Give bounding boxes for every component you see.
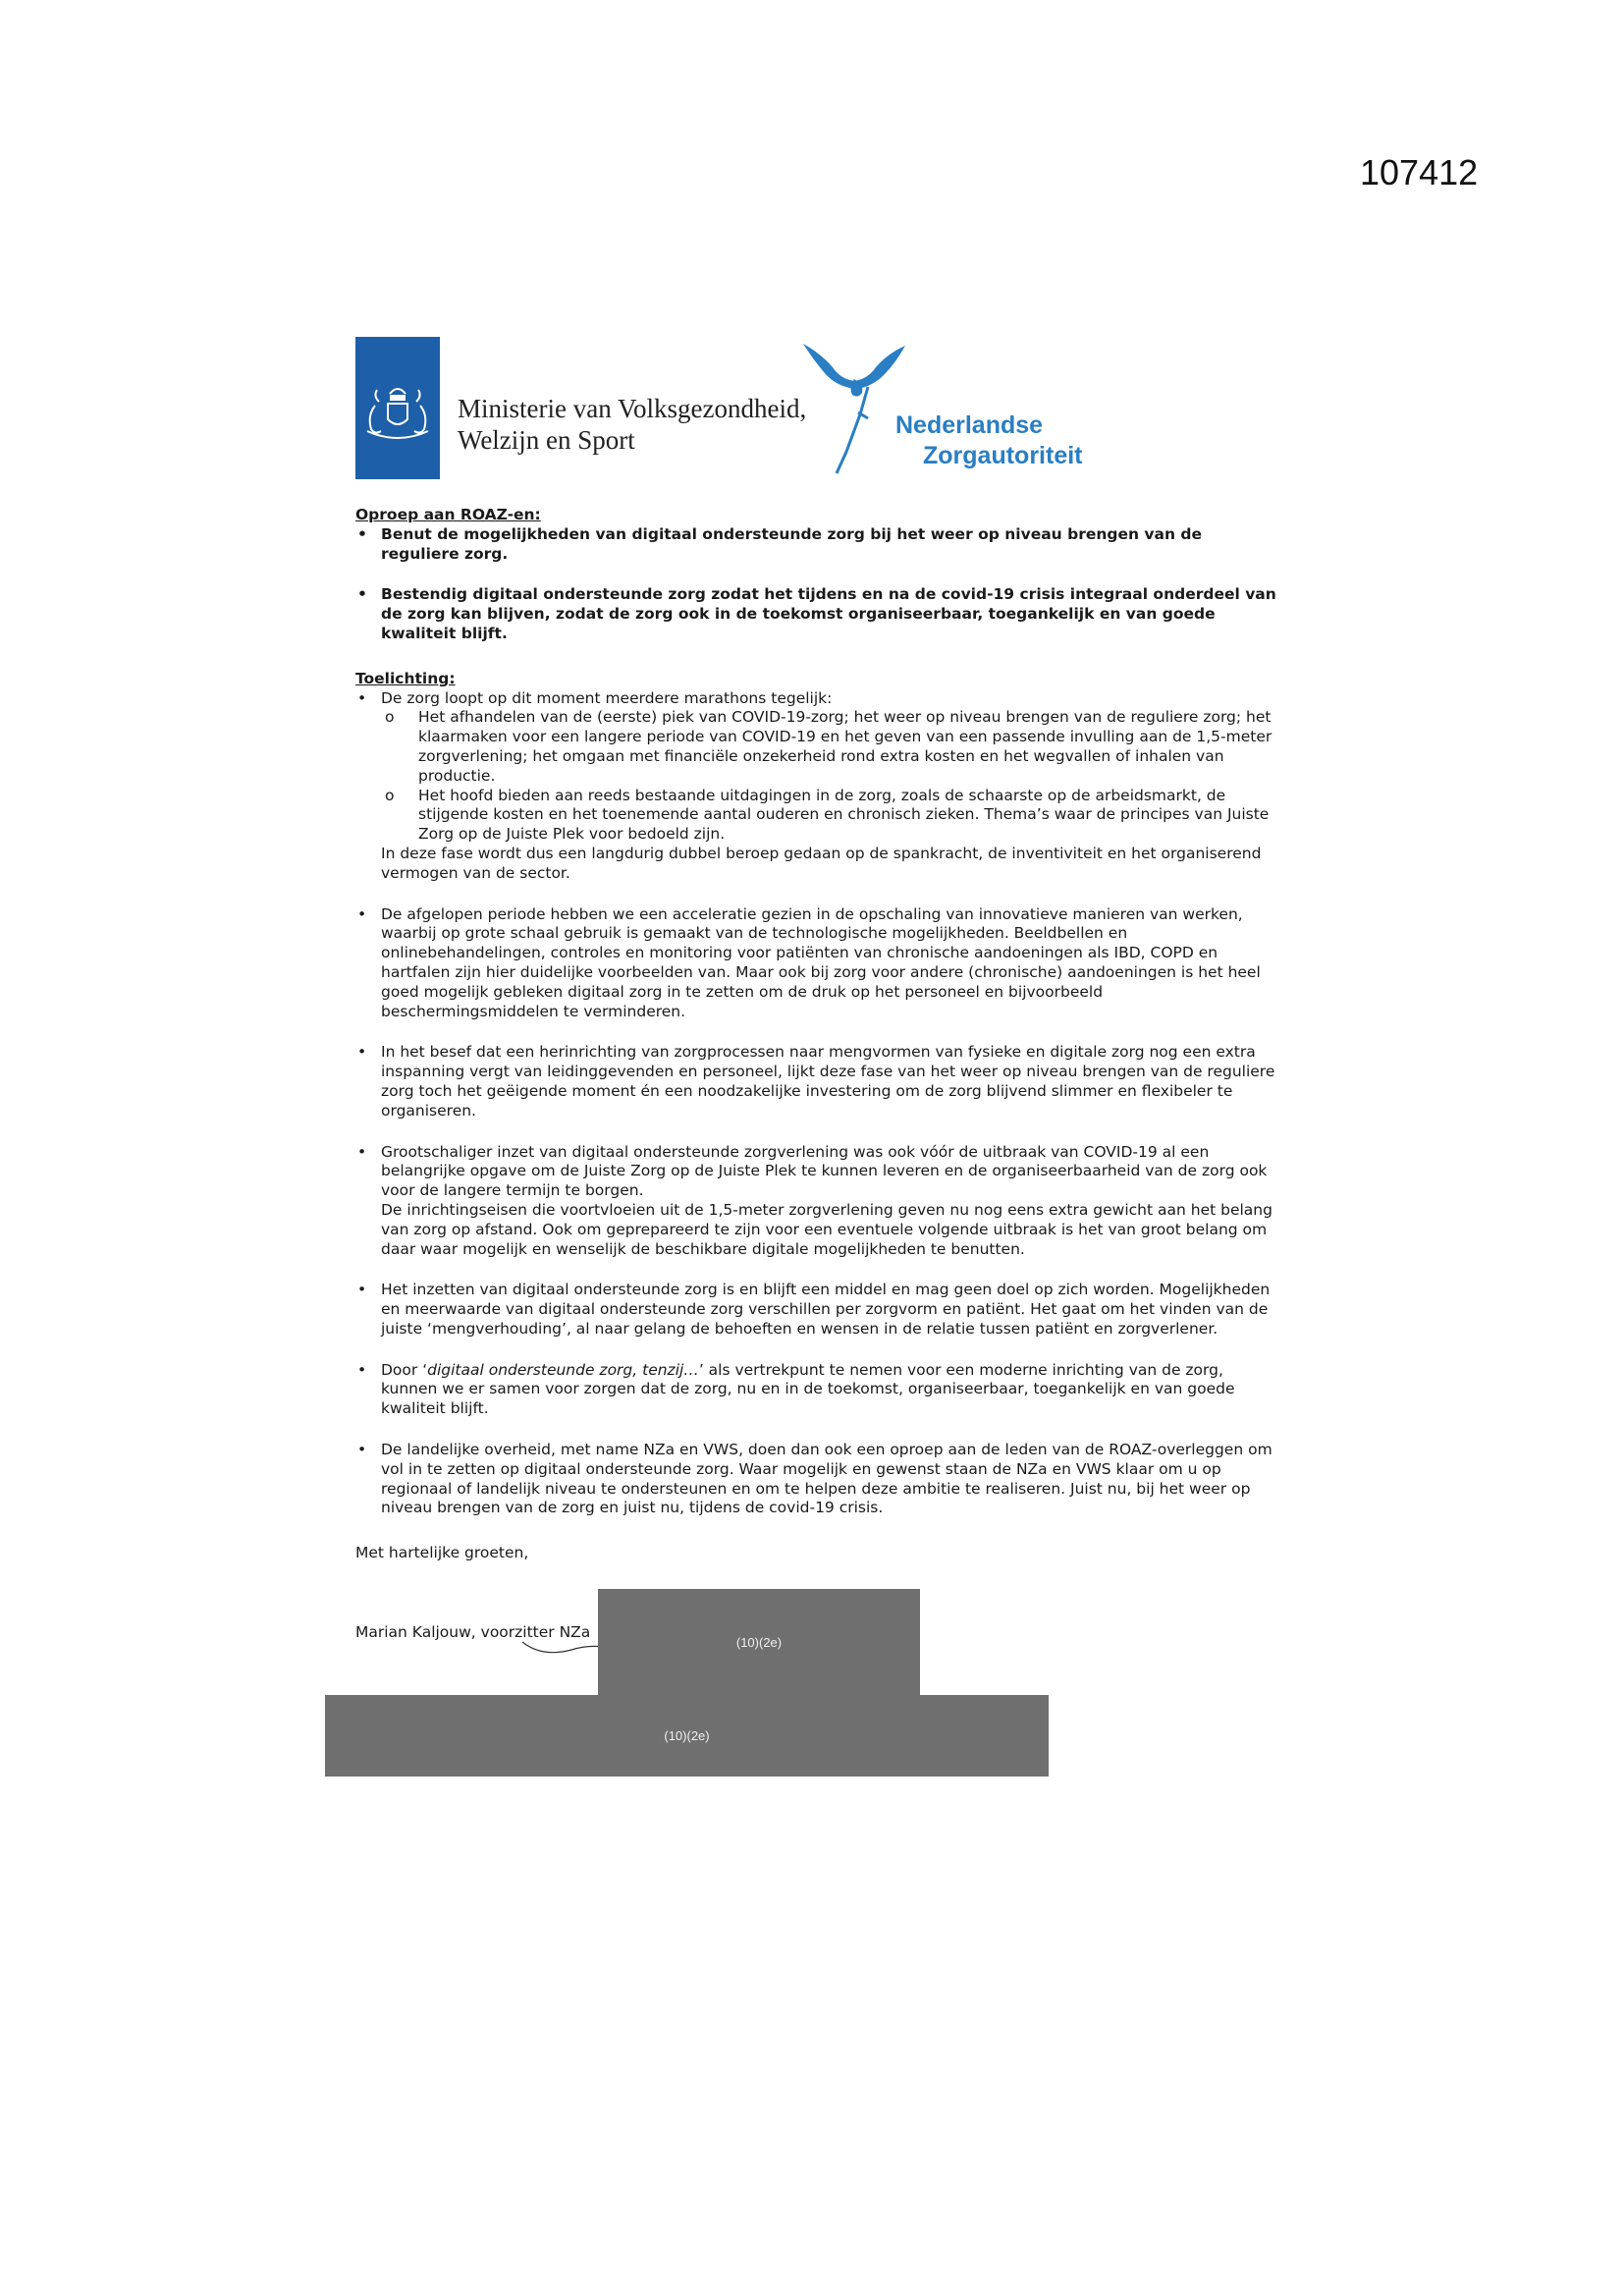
oproep-item: • Bestendig digitaal ondersteunde zorg zodat het tijdens en na de covid-19 crisis integraal onderdeel van de zorg kan blijven, zodat de zorg ook in de toekomst organiseerbaar, toegankelijk en van goede kwaliteit blijft. (357, 585, 1276, 642)
signature-scribble-icon (520, 1632, 609, 1662)
nza-name-line2: Zorgautoriteit (923, 442, 1083, 469)
list-item: • Door ‘digitaal ondersteunde zorg, tenzij…’ als vertrekpunt te nemen voor een moderne inrichting van de zorg, kunnen we er samen voor zorgen dat de zorg, nu en in de toekomst, organiseerbaar, toegankelijk en van goede kwaliteit blijft. (357, 1360, 1235, 1418)
list-item: • De zorg loopt op dit moment meerdere marathons tegelijk: o Het afhandelen van de (eerste) piek van COVID-19-zorg; het weer op niveau brengen van de reguliere zorg; het klaarmaken voor een langere periode van COVID-19 en het geven van een passende invulling aan de 1,5-meter zorgverlening; het omgaan met financiële onzekerheid rond extra kosten en het wegvallen of inhalen van productie. o Het hoofd bieden aan reeds bestaande uitdagingen in de zorg, zoals de schaarste op de arbeidsmarkt, de stijgende kosten en het toenemende aantal ouderen en chronisch zieken. Thema’s waar de principes van Juiste Zorg op de Juiste Plek voor bedoeld zijn. In deze fase wordt dus een langdurig dubbel beroep gedaan op de spankracht, de inventiviteit en het organiserend vermogen van de sector. (355, 689, 1278, 884)
redaction-box-2 (325, 1695, 1049, 1777)
vws-logo-block (355, 337, 440, 479)
oproep-item: • Benut de mogelijkheden van digitaal ondersteunde zorg bij het weer op niveau brengen van de reguliere zorg. (357, 524, 1203, 563)
sub-item: o Het hoofd bieden aan reeds bestaande uitdagingen in de zorg, zoals de schaarste op de arbeidsmarkt, de stijgende kosten en het toenemende aantal ouderen en chronisch zieken. Thema’s waar de principes van Juiste Zorg op de Juiste Plek voor bedoeld zijn. (385, 786, 1270, 844)
nza-name (895, 410, 1083, 471)
list-item: • In het besef dat een herinrichting van zorgprocessen naar mengvormen van fysieke en digitale zorg nog een extra inspanning vergt van leidinggevenden en personeel, lijkt deze fase van het weer op niveau brengen van de reguliere zorg toch het geëigende moment én een noodzakelijke investering om de zorg blijvend slimmer en flexibeler te organiseren. (357, 1043, 1275, 1120)
list-item: • Het inzetten van digitaal ondersteunde zorg is en blijft een middel en mag geen doel op zich worden. Mogelijkheden en meerwaarde van digitaal ondersteunde zorg verschillen per zorgvorm en patiënt. Het gaat om het vinden van de juiste ‘mengverhouding’, al naar gelang de behoeften en wensen in de relatie tussen patiënt en zorgverlener. (357, 1281, 1271, 1338)
sub-list (381, 708, 1278, 845)
nza-name-line1: Nederlandse (895, 411, 1044, 439)
intro-outro-text: In deze fase wordt dus een langdurig dubbel beroep gedaan op de spankracht, de inventiviteit en het organiserend vermogen van de sector. (381, 844, 1262, 882)
toelichting-heading: Toelichting: (355, 669, 456, 687)
list-item: • Grootschaliger inzet van digitaal ondersteunde zorgverlening was ook vóór de uitbraak van COVID-19 al een belangrijke opgave om de Juiste Zorg op de Juiste Plek te kunnen leveren en de organiseerbaarheid van de zorg ook voor de langere termijn te borgen. De inrichtingseisen die voortvloeien uit de 1,5-meter zorgverlening geven nu nog eens extra gewicht aan het belang van zorg op afstand. Ook om geprepareerd te zijn voor een eventuele volgende uitbraak is het van groot belang om daar waar mogelijk en wenselijk de beschikbare digitale mogelijkheden te benutten. (357, 1142, 1272, 1258)
letter-body (355, 506, 1278, 1563)
coat-of-arms-icon (355, 337, 440, 479)
vws-name (458, 393, 806, 456)
redaction-label: (10)(2e) (735, 1634, 783, 1650)
oproep-list (355, 525, 1278, 644)
redaction-label: (10)(2e) (664, 1728, 710, 1743)
list-item: • De afgelopen periode hebben we een acceleratie gezien in de opschaling van innovatieve manieren van werken, waarbij op grote schaal gebruik is gemaakt van de technologische mogelijkheden. Beeldbellen en onlinebehandelingen, controles en monitoring voor patiënten van chronische aandoeningen als IBD, COPD en hartfalen zijn hier duidelijke voorbeelden van. Maar ook bij zorg voor andere (chronische) aandoeningen is het heel goed mogelijk gebleken digitaal zorg in te zetten om de druk op het personeel en bijvoorbeeld beschermingsmiddelen te verminderen. (357, 904, 1261, 1020)
list-item: • De landelijke overheid, met name NZa en VWS, doen dan ook een oproep aan de leden van de ROAZ-overleggen om vol in te zetten op digitaal ondersteunde zorg. Waar mogelijk en gewenst staan de NZa en VWS klaar om u op regionaal of landelijk niveau te ondersteunen en om te helpen deze ambitie te realiseren. Juist nu, bij het weer op niveau brengen van de zorg en juist nu, tijdens de covid-19 crisis. (357, 1441, 1272, 1517)
document-number: 107412 (1360, 152, 1479, 192)
signature-name: Marian Kaljouw, voorzitter NZa (355, 1623, 591, 1641)
closing-greeting: Met hartelijke groeten, (355, 1544, 529, 1562)
vws-name-line2: Welzijn en Sport (458, 425, 635, 455)
intro-text: De zorg loopt op dit moment meerdere marathons tegelijk: (381, 688, 833, 707)
vws-name-line1: Ministerie van Volksgezondheid, (458, 394, 807, 423)
redaction-box-1 (598, 1589, 920, 1695)
toelichting-list (355, 689, 1278, 1519)
sub-item: o Het afhandelen van de (eerste) piek van COVID-19-zorg; het weer op niveau brengen van de reguliere zorg; het klaarmaken voor een langere periode van COVID-19 en het geven van een passende invulling aan de 1,5-meter zorgverlening; het omgaan met financiële onzekerheid rond extra kosten en het wegvallen of inhalen van productie. (385, 708, 1272, 785)
oproep-heading: Oproep aan ROAZ-en: (355, 506, 541, 523)
